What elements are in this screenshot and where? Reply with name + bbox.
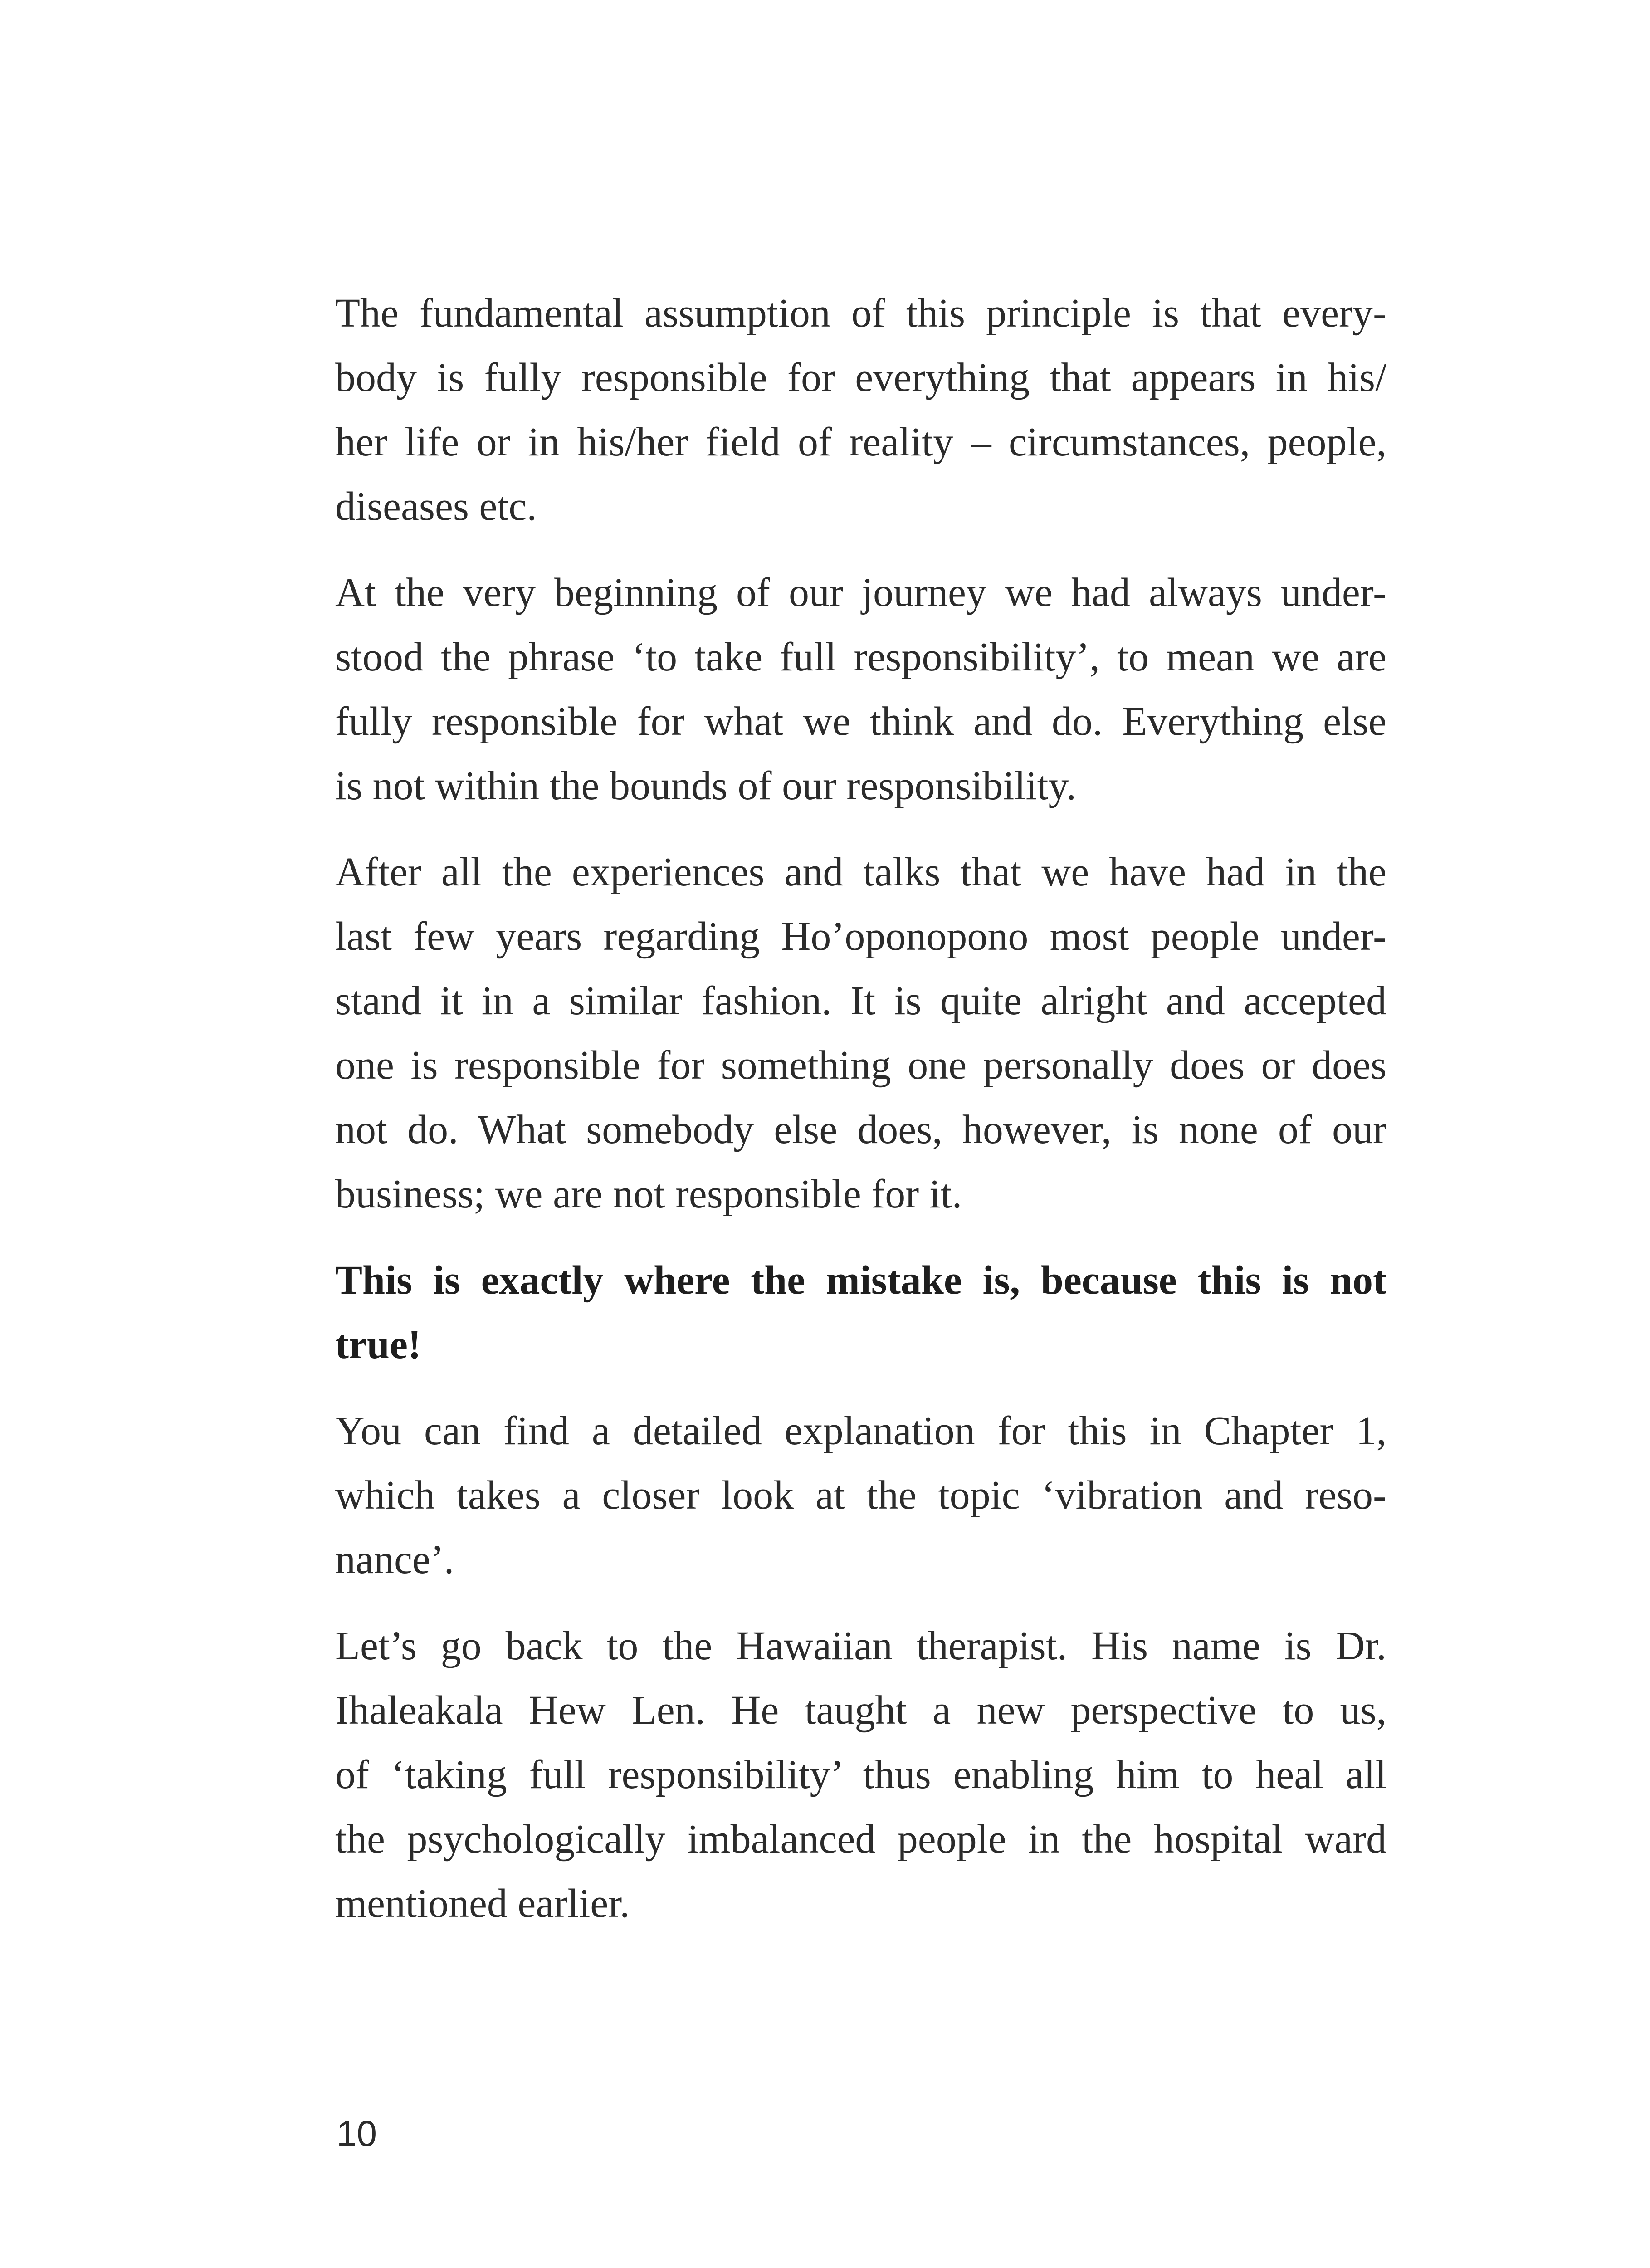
- paragraph: [335, 840, 1386, 1227]
- text-line: Ihaleakala Hew Len. He taught a new perspective to us,: [335, 1688, 1386, 1733]
- text-line: of ‘taking full responsibility’ thus enabling him to heal all: [335, 1752, 1386, 1797]
- body-text: [335, 281, 1386, 1958]
- text-line: stood the phrase ‘to take full responsibility’, to mean we are: [335, 635, 1386, 679]
- text-line: The fundamental assumption of this principle is that every-: [335, 291, 1386, 336]
- paragraph: [335, 1614, 1386, 1936]
- text-line: business; we are not responsible for it.: [335, 1172, 962, 1217]
- text-line: is not within the bounds of our responsibility.: [335, 763, 1077, 808]
- text-line: the psychologically imbalanced people in the hospital ward: [335, 1817, 1386, 1862]
- text-line: At the very beginning of our journey we had always under-: [335, 570, 1386, 615]
- text-line: which takes a closer look at the topic ‘vibration and reso-: [335, 1473, 1386, 1518]
- text-line: nance’.: [335, 1537, 454, 1582]
- text-line: body is fully responsible for everything that appears in his/: [335, 355, 1386, 400]
- text-line: mentioned earlier.: [335, 1881, 630, 1926]
- text-line: not do. What somebody else does, however, is none of our: [335, 1107, 1386, 1152]
- text-line: diseases etc.: [335, 484, 537, 529]
- text-line: her life or in his/her field of reality – circumstances, people,: [335, 420, 1386, 464]
- text-line: fully responsible for what we think and do. Everything else: [335, 699, 1386, 744]
- text-line: one is responsible for something one personally does or does: [335, 1043, 1386, 1088]
- text-line: true!: [335, 1322, 421, 1367]
- paragraph: [335, 1399, 1386, 1592]
- text-line: Let’s go back to the Hawaiian therapist. His name is Dr.: [335, 1623, 1386, 1668]
- paragraph: [335, 561, 1386, 818]
- text-line: This is exactly where the mistake is, because this is not: [335, 1258, 1386, 1303]
- text-line: After all the experiences and talks that we have had in the: [335, 850, 1386, 894]
- text-line: stand it in a similar fashion. It is quite alright and accepted: [335, 978, 1386, 1023]
- text-line: You can find a detailed explanation for this in Chapter 1,: [335, 1408, 1386, 1453]
- text-line: last few years regarding Ho’oponopono most people under-: [335, 914, 1386, 959]
- paragraph: [335, 281, 1386, 539]
- emphasis-paragraph: [335, 1248, 1386, 1377]
- page-number: 10: [337, 2113, 377, 2154]
